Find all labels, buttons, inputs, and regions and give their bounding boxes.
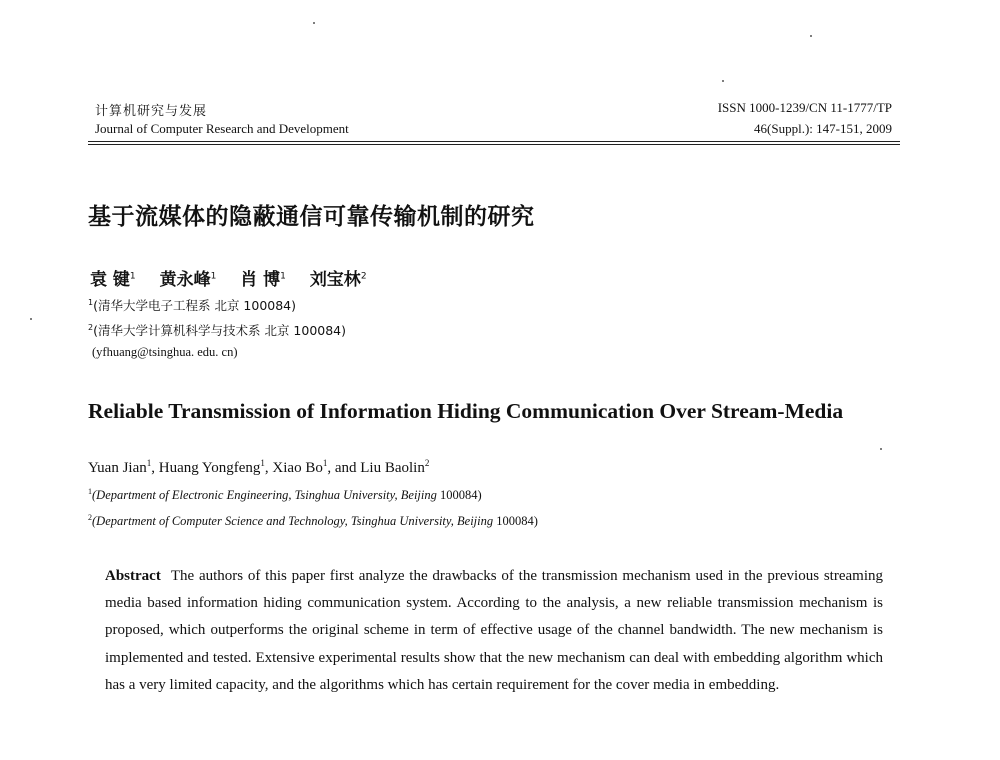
- affiliation-cn: [88, 296, 296, 314]
- author-en: [272, 460, 360, 476]
- journal-issn: ISSN 1000-1239/CN 11-1777/TP: [717, 100, 892, 115]
- journal-issue: 46(Suppl.): 147-151, 2009: [754, 121, 892, 136]
- author-cn: [90, 270, 136, 290]
- affiliation-postcode: 100084): [493, 514, 538, 529]
- journal-name-en: Journal of Computer Research and Development: [95, 121, 349, 136]
- affiliation-cn: [88, 321, 346, 339]
- affiliation-sup: 1: [88, 487, 92, 496]
- abstract-label: Abstract: [105, 568, 161, 584]
- author-sup: 1: [210, 271, 217, 282]
- author-name: 袁 键: [90, 270, 130, 290]
- author-list-cn: [90, 265, 385, 290]
- author-en: [88, 460, 159, 476]
- author-sup: 1: [322, 458, 328, 468]
- header-rule: [88, 141, 900, 142]
- author-separator: ,: [151, 460, 159, 476]
- affiliation-sup: 1: [88, 297, 94, 307]
- affiliation-sup: 2: [88, 513, 92, 522]
- journal-name-cn: 计算机研究与发展: [95, 104, 208, 119]
- author-name: Xiao Bo: [272, 460, 323, 476]
- author-sup: 1: [146, 458, 152, 468]
- author-name: Yuan Jian: [88, 460, 147, 476]
- author-en: [159, 460, 273, 476]
- affiliation-postcode: 100084): [436, 488, 482, 503]
- abstract-text: The authors of this paper first analyze the drawbacks of the transmission mechanism used in the previous streaming media based information hiding communication system. According to the analysis, a new reliable transmission mechanism is proposed, which outperforms the original scheme in term of effective usage of the channel bandwidth. The new mechanism is implemented and tested. Extensive experimental results show that the new mechanism can deal with embedding algorithm which has a very limited capacity, and the algorithms which has certain requirement for the cover media in embedding.: [105, 568, 883, 693]
- author-list-en: [88, 458, 429, 477]
- affiliation-en: [88, 513, 538, 529]
- paper-title-en: Reliable Transmission of Information Hiding Communication Over Stream-Media: [88, 399, 844, 423]
- paper-title-cn: 基于流媒体的隐蔽通信可靠传输机制的研究: [88, 204, 535, 230]
- affiliation-en: [88, 487, 482, 503]
- author-name: 黄永峰: [159, 270, 211, 290]
- affiliation-text: (清华大学计算机科学与技术系 北京 100084): [93, 323, 347, 338]
- contact-email: (yfhuang@tsinghua. edu. cn): [92, 345, 238, 359]
- scan-speck: [722, 80, 724, 82]
- affiliation-text: (Department of Electronic Engineering, Tsinghua University, Beijing: [92, 488, 437, 503]
- author-cn: [160, 270, 217, 290]
- author-separator: , and: [327, 460, 361, 476]
- author-en: [360, 460, 429, 476]
- author-sup: 1: [129, 271, 136, 282]
- affiliation-text: (清华大学电子工程系 北京 100084): [93, 298, 297, 313]
- author-name: Liu Baolin: [360, 460, 425, 476]
- author-cn: [310, 270, 367, 290]
- author-separator: ,: [264, 460, 273, 476]
- header-rule: [88, 144, 900, 145]
- author-sup: 1: [260, 458, 265, 468]
- scan-speck: [880, 448, 882, 450]
- affiliation-sup: 2: [88, 322, 94, 332]
- scan-speck: [30, 318, 32, 320]
- author-cn: [240, 270, 286, 290]
- scan-speck: [810, 35, 812, 37]
- scan-speck: [313, 22, 315, 24]
- affiliation-text: (Department of Computer Science and Technology, Tsinghua University, Beijing: [92, 514, 494, 529]
- author-name: 肖 博: [240, 270, 281, 290]
- author-sup: 1: [280, 271, 286, 282]
- author-name: 刘宝林: [309, 270, 361, 290]
- author-name: Huang Yongfeng: [158, 460, 261, 476]
- author-sup: 2: [424, 458, 430, 468]
- abstract: [105, 563, 883, 699]
- author-sup: 2: [360, 271, 367, 282]
